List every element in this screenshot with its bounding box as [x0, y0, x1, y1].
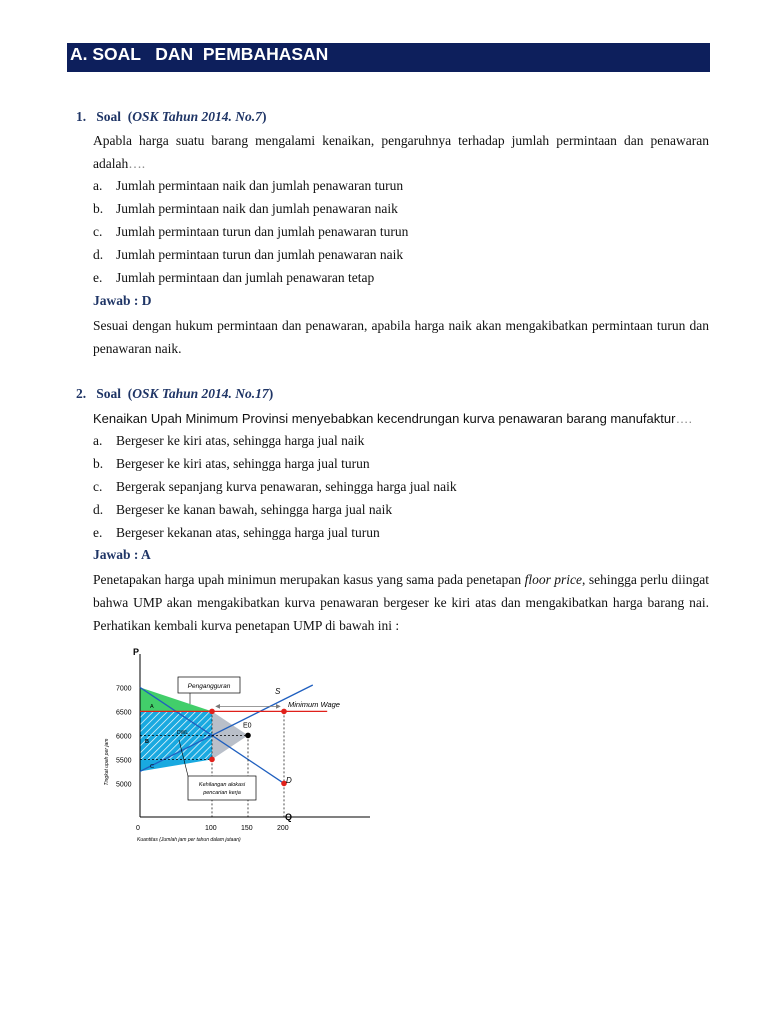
- q1-option-e: e. Jumlah permintaan dan jumlah penawaran tetap: [93, 270, 375, 285]
- q1-title: 1. Soal (OSK Tahun 2014. No.7): [76, 109, 267, 124]
- point-demand-at-min-wage: [209, 709, 215, 715]
- y-tick-label: 6500: [116, 709, 132, 717]
- q2-option-a: a. Bergeser ke kiri atas, sehingga harga jual naik: [93, 433, 365, 448]
- deadweight-label-line1: Kehilangan alokasi: [198, 782, 246, 788]
- q2-option-c: c. Bergerak sepanjang kurva penawaran, sehingga harga jual naik: [93, 479, 457, 494]
- y-tick-label: 5000: [116, 781, 132, 789]
- y-axis-title: Tingkat upah per jam: [104, 738, 110, 786]
- q1-answer: Jawab : D: [93, 293, 152, 308]
- q2-number: 2.: [76, 386, 87, 401]
- origin-label: 0: [136, 825, 140, 832]
- x-tick-label: 100: [205, 825, 217, 832]
- q2-title: 2. Soal (OSK Tahun 2014. No.17): [76, 386, 274, 401]
- x-tick-label: 150: [241, 825, 253, 832]
- q2-soal: Soal: [96, 386, 122, 401]
- equilibrium-point: [245, 733, 251, 739]
- q2-question: Kenaikan Upah Minimum Provinsi menyebabkan kecendrungan kurva penawaran barang manufaktur….: [93, 411, 693, 426]
- supply-label: S: [275, 687, 281, 696]
- y-axis-label: P: [133, 647, 140, 657]
- region-a-label: A: [150, 704, 154, 710]
- q1-explanation: Sesuai dengan hukum permintaan dan penawaran, apabila harga naik akan mengakibatkan permintaan turun dan penawaran naik.: [93, 318, 709, 356]
- y-tick-label: 6000: [116, 733, 132, 741]
- deadweight-label-line2: pencarian kerja: [203, 790, 241, 796]
- dwl-label: DWL: [177, 730, 189, 736]
- minimum-wage-label: Minimum Wage: [288, 700, 340, 709]
- q1-option-a: a. Jumlah permintaan naik dan jumlah penawaran turun: [93, 178, 404, 193]
- x-axis-title: Kuantitas (Jumlah jam per tahun dalam jutaan): [137, 837, 241, 843]
- unemployment-label: Pengangguran: [187, 683, 231, 690]
- q1-ref: OSK Tahun 2014. No.7: [132, 109, 262, 124]
- q2-ref: OSK Tahun 2014. No.17: [132, 386, 269, 401]
- region-b-label: B: [145, 739, 149, 745]
- section-header: [67, 43, 710, 72]
- demand-label: D: [286, 776, 292, 785]
- q1-option-d: d. Jumlah permintaan turun dan jumlah penawaran naik: [93, 247, 404, 262]
- q2-answer: Jawab : A: [93, 547, 151, 562]
- region-c-label: C: [150, 764, 154, 770]
- point-supply-at-min-wage: [281, 709, 287, 715]
- section-title: A. SOAL DAN PEMBAHASAN: [70, 44, 329, 64]
- y-tick-label: 7000: [116, 685, 132, 693]
- q1-option-c: c. Jumlah permintaan turun dan jumlah penawaran turun: [93, 224, 409, 239]
- point-supply-at-q100: [209, 757, 215, 763]
- q1-option-b: b. Jumlah permintaan naik dan jumlah penawaran naik: [93, 201, 398, 216]
- x-tick-label: 200: [277, 825, 289, 832]
- q2-option-e: e. Bergeser kekanan atas, sehingga harga jual turun: [93, 525, 380, 540]
- ump-chart: [95, 642, 395, 852]
- q1-question: Apabla harga suatu barang mengalami kenaikan, pengaruhnya terhadap jumlah permintaan dan penawaran adalah….: [93, 133, 709, 171]
- deadweight-box: [188, 776, 256, 800]
- q2-explanation: Penetapakan harga upah minimun merupakan kasus yang sama pada penetapan floor price, sehingga perlu diingat bahwa UMP akan mengakibatkan kurva penawaran bergeser ke kiri atas dan mengakibatkan harga barang nai. Perhatikan kembali kurva penetapan UMP di bawah ini :: [93, 572, 709, 633]
- q1-number: 1.: [76, 109, 87, 124]
- y-tick-label: 5500: [116, 757, 132, 765]
- equilibrium-label: E0: [243, 722, 252, 730]
- q2-option-b: b. Bergeser ke kiri atas, sehingga harga jual turun: [93, 456, 370, 471]
- q2-option-d: d. Bergeser ke kanan bawah, sehingga harga jual naik: [93, 502, 393, 517]
- q1-soal: Soal: [96, 109, 122, 124]
- x-axis-label: Q: [285, 812, 293, 822]
